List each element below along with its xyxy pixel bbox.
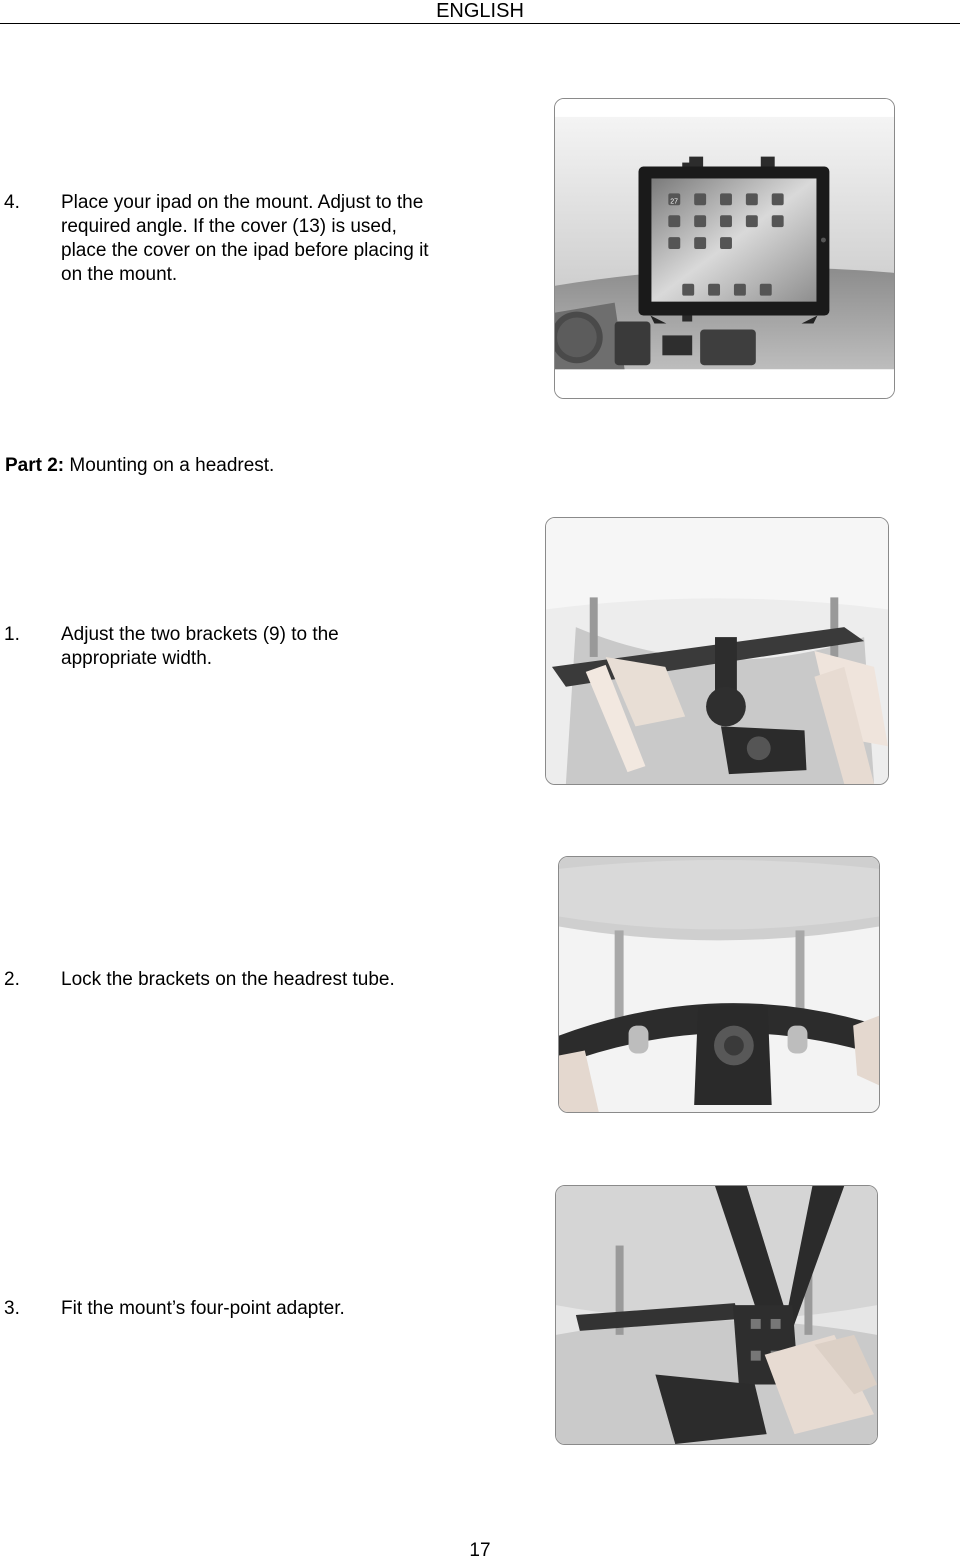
calendar-day: 27 — [670, 198, 679, 206]
part-2-heading — [5, 454, 274, 478]
page-number: 17 — [469, 1540, 491, 1561]
header-rule — [0, 23, 960, 24]
step-line: Adjust the two brackets (9) to the — [61, 624, 339, 645]
step-line: place the cover on the ipad before placing it — [61, 240, 429, 261]
step-1 — [4, 623, 524, 671]
step-2 — [4, 968, 524, 992]
header-title: ENGLISH — [436, 0, 524, 22]
photo-four-point-adapter — [555, 1185, 878, 1445]
part-2-label: Part 2: — [5, 455, 65, 476]
step-line: required angle. If the cover (13) is used, — [61, 216, 397, 237]
part-2-title: Mounting on a headrest. — [69, 455, 275, 476]
step-number: 4. — [4, 192, 20, 213]
step-line: on the mount. — [61, 264, 178, 285]
step-text — [61, 191, 429, 287]
step-line: appropriate width. — [61, 648, 213, 669]
step-line: Lock the brackets on the headrest tube. — [61, 969, 395, 990]
step-text — [61, 623, 339, 671]
photo-adjust-brackets — [545, 517, 889, 785]
photo-lock-brackets — [558, 856, 880, 1113]
step-line: Place your ipad on the mount. Adjust to the — [61, 192, 424, 213]
step-4 — [4, 191, 544, 291]
step-text — [61, 968, 395, 992]
page-header — [0, 0, 960, 24]
step-line: Fit the mount’s four-point adapter. — [61, 1298, 345, 1319]
step-text — [61, 1297, 345, 1321]
step-3 — [4, 1297, 524, 1321]
step-number: 2. — [4, 969, 20, 990]
step-number: 3. — [4, 1298, 20, 1319]
photo-tablet-on-dashboard — [554, 98, 895, 399]
step-number: 1. — [4, 624, 20, 645]
